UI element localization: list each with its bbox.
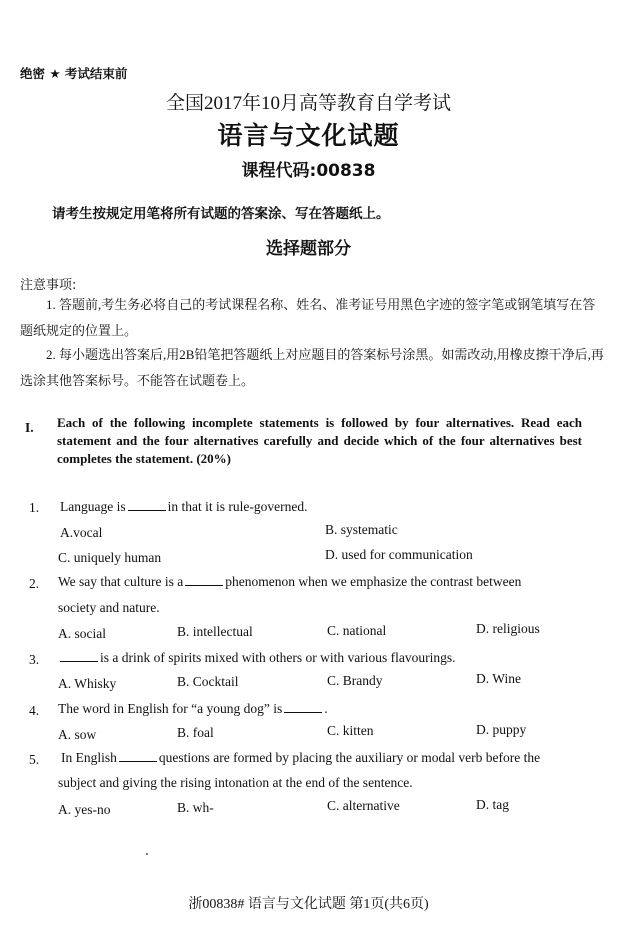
note-item: 2. 每小题选出答案后,用2B铅笔把答题纸上对应题目的答案标号涂黑。如需改动,用橡皮擦干净后,再选涂其他答案标号。不能答在试题卷上。 (20, 347, 604, 388)
answer-notice: 请考生按规定用笔将所有试题的答案涂、写在答题纸上。 (52, 206, 390, 222)
part-instructions: Each of the following incomplete statements is followed by four alternatives. Read each statement and the four alternatives carefully and decide which of the four alternatives best completes the statement. (20%) (57, 415, 582, 466)
question-stem (58, 573, 521, 590)
stem-text: We say that culture is a (58, 574, 184, 589)
exam-title: 全国2017年10月高等教育自学考试 (165, 93, 451, 114)
question-stem-continued: society and nature. (58, 600, 160, 615)
option-c: C. kitten (327, 723, 374, 738)
paper-title: 语言与文化试题 (217, 121, 400, 150)
option-c: C. uniquely human (58, 550, 162, 565)
answer-blank (60, 649, 98, 662)
answer-blank (128, 498, 166, 511)
option-b: B. wh- (177, 800, 214, 815)
option-a: A. social (58, 626, 106, 641)
stem-text: In English (61, 750, 117, 765)
stem-text: The word in English for “a young dog” is (58, 701, 283, 716)
answer-blank (119, 749, 157, 762)
course-code: 课程代码:00838 (241, 161, 376, 181)
option-c: C. alternative (327, 798, 400, 813)
stem-text: . (324, 701, 328, 716)
option-d: D. Wine (476, 671, 521, 686)
section-heading: 选择题部分 (266, 239, 351, 259)
option-b: B. systematic (325, 522, 398, 537)
question-stem (58, 700, 328, 717)
question-number: 2. (29, 576, 40, 591)
question-number: 3. (29, 652, 40, 667)
question-stem (60, 498, 307, 515)
confidential-label: 绝密 ★ 考试结束前 (20, 66, 128, 81)
option-b: B. foal (177, 725, 214, 740)
option-b: B. intellectual (177, 624, 253, 639)
question-stem-continued: subject and giving the rising intonation at the end of the sentence. (58, 775, 413, 790)
stem-text: Language is (60, 499, 126, 514)
option-d: D. used for communication (325, 547, 473, 562)
stem-text: phenomenon when we emphasize the contrast between (225, 574, 522, 589)
part-number: I. (25, 420, 34, 435)
option-d: D. religious (476, 621, 540, 636)
option-c: C. Brandy (327, 673, 383, 688)
note-item: 1. 答题前,考生务必将自己的考试课程名称、姓名、准考证号用黑色字迹的签字笔或钢笔填写在答题纸规定的位置上。 (20, 297, 596, 338)
question-number: 5. (29, 752, 40, 767)
option-a: A. yes-no (58, 802, 111, 817)
stem-text: in that it is rule-governed. (167, 499, 308, 514)
option-d: D. puppy (476, 722, 527, 737)
option-b: B. Cocktail (177, 674, 239, 689)
answer-blank (284, 700, 322, 713)
option-c: C. national (327, 623, 387, 638)
question-number: 4. (29, 703, 40, 718)
scan-speck (146, 853, 148, 855)
option-a: A. Whisky (58, 676, 117, 691)
question-number: 1. (29, 500, 40, 515)
option-a: A.vocal (60, 525, 103, 540)
page-footer: 浙00838# 语言与文化试题 第1页(共6页) (188, 897, 429, 912)
notes-title: 注意事项: (20, 278, 77, 293)
question-stem (61, 749, 540, 766)
stem-text: is a drink of spirits mixed with others or with various flavourings. (100, 650, 456, 665)
option-d: D. tag (476, 797, 509, 812)
question-stem (58, 649, 455, 666)
option-a: A. sow (58, 727, 97, 742)
answer-blank (185, 573, 223, 586)
stem-text: questions are formed by placing the auxiliary or modal verb before the (158, 750, 541, 765)
